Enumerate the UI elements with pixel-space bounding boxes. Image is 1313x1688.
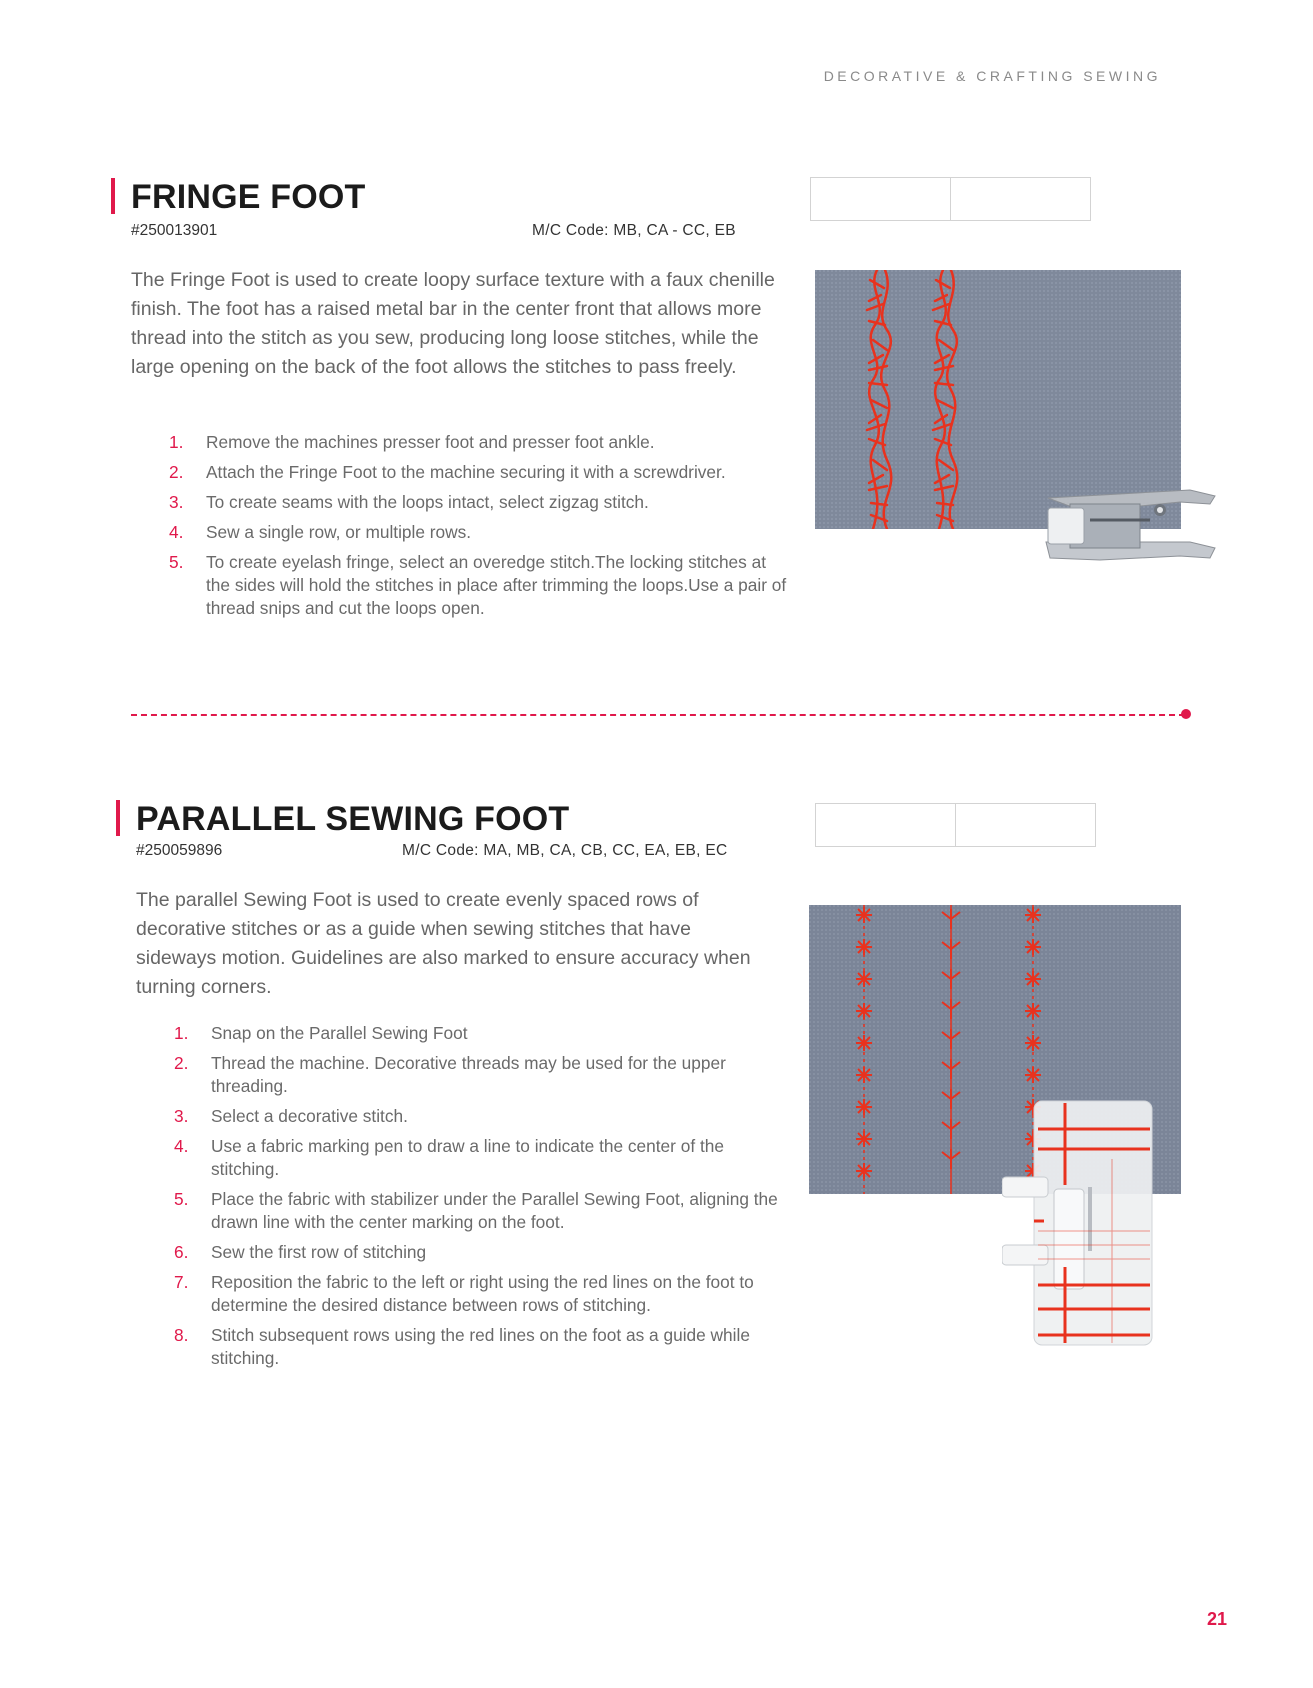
step-number: 5. xyxy=(169,552,184,572)
fringe-foot-title: FRINGE FOOT xyxy=(131,178,366,216)
step-text: Snap on the Parallel Sewing Foot xyxy=(211,1023,468,1043)
parallel-foot-steps xyxy=(136,1022,796,1377)
fringe-foot-steps xyxy=(131,431,791,627)
fringe-foot-mc-code: M/C Code: MB, CA - CC, EB xyxy=(532,222,736,239)
step-text: Sew a single row, or multiple rows. xyxy=(206,522,472,542)
step-number: 1. xyxy=(174,1023,189,1043)
title-accent-bar xyxy=(116,800,120,836)
title-accent-bar xyxy=(111,178,115,214)
step-number: 5. xyxy=(174,1189,189,1209)
list-item xyxy=(136,1241,796,1264)
step-text: To create seams with the loops intact, select zigzag stitch. xyxy=(206,492,649,512)
parallel-foot-compat-box xyxy=(815,803,1096,847)
step-number: 3. xyxy=(174,1106,189,1126)
list-item xyxy=(136,1052,796,1098)
fringe-foot-photo xyxy=(1040,486,1220,572)
section-divider xyxy=(131,714,1185,716)
step-text: Select a decorative stitch. xyxy=(211,1106,408,1126)
step-number: 4. xyxy=(169,522,184,542)
list-item xyxy=(136,1188,796,1234)
step-number: 1. xyxy=(169,432,184,452)
step-text: Stitch subsequent rows using the red lines on the foot as a guide while stitching. xyxy=(211,1325,750,1368)
list-item xyxy=(131,431,791,454)
list-item xyxy=(131,461,791,484)
compat-cell xyxy=(811,178,950,220)
list-item xyxy=(136,1022,796,1045)
parallel-foot-illustration xyxy=(1002,1099,1154,1347)
step-text: Remove the machines presser foot and presser foot ankle. xyxy=(206,432,655,452)
compat-cell xyxy=(816,804,955,846)
list-item xyxy=(131,521,791,544)
parallel-foot-sku: #250059896 xyxy=(136,842,223,859)
list-item xyxy=(131,551,791,620)
parallel-foot-intro: The parallel Sewing Foot is used to create evenly spaced rows of decorative stitches or as a guide when sewing stitches that have sideways motion. Guidelines are also marked to ensure accuracy when turning corners. xyxy=(136,889,751,998)
step-number: 2. xyxy=(169,462,184,482)
parallel-foot-title: PARALLEL SEWING FOOT xyxy=(136,800,570,838)
step-text: Reposition the fabric to the left or right using the red lines on the foot to determine the desired distance between rows of stitching. xyxy=(211,1272,754,1315)
step-text: Use a fabric marking pen to draw a line to indicate the center of the stitching. xyxy=(211,1136,724,1179)
parallel-foot-photo xyxy=(1002,1099,1154,1347)
compat-cell xyxy=(950,178,1090,220)
list-item xyxy=(136,1324,796,1370)
step-text: Thread the machine. Decorative threads may be used for the upper threading. xyxy=(211,1053,726,1096)
step-text: To create eyelash fringe, select an overedge stitch.The locking stitches at the sides will hold the stitches in place after trimming the loops.Use a pair of thread snips and cut the loops open. xyxy=(206,552,787,618)
step-number: 2. xyxy=(174,1053,189,1073)
list-item xyxy=(136,1105,796,1128)
step-text: Sew the first row of stitching xyxy=(211,1242,427,1262)
fringe-foot-intro: The Fringe Foot is used to create loopy surface texture with a faux chenille finish. The foot has a raised metal bar in the center front that allows more thread into the stitch as you sew, producing long loose stitches, while the large opening on the back of the foot allows the stitches to pass freely. xyxy=(131,269,775,378)
step-text: Place the fabric with stabilizer under the Parallel Sewing Foot, aligning the drawn line with the center marking on the foot. xyxy=(211,1189,778,1232)
divider-dot xyxy=(1181,709,1191,719)
step-number: 7. xyxy=(174,1272,189,1292)
parallel-foot-mc-code: M/C Code: MA, MB, CA, CB, CC, EA, EB, EC xyxy=(402,842,728,859)
list-item xyxy=(131,491,791,514)
step-number: 6. xyxy=(174,1242,189,1262)
section-header-label: DECORATIVE & CRAFTING SEWING xyxy=(823,68,1161,84)
step-number: 8. xyxy=(174,1325,189,1345)
fringe-foot-compat-box xyxy=(810,177,1091,221)
page-number: 21 xyxy=(1206,1609,1227,1629)
step-text: Attach the Fringe Foot to the machine securing it with a screwdriver. xyxy=(206,462,726,482)
fringe-foot-illustration xyxy=(1040,486,1220,572)
list-item xyxy=(136,1135,796,1181)
list-item xyxy=(136,1271,796,1317)
step-number: 3. xyxy=(169,492,184,512)
compat-cell xyxy=(955,804,1095,846)
step-number: 4. xyxy=(174,1136,189,1156)
fringe-foot-sku: #250013901 xyxy=(131,222,218,239)
